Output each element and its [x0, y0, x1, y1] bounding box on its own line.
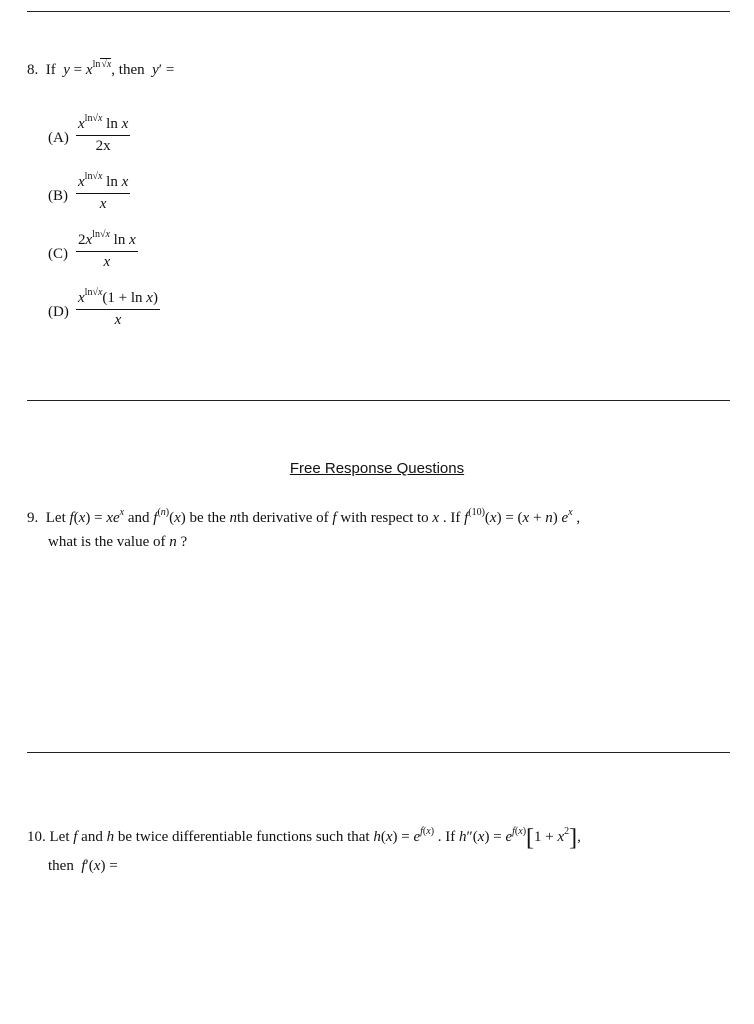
question-number: 9. — [27, 510, 39, 526]
q10-then: then — [48, 858, 74, 874]
option-b-denominator: x — [99, 196, 107, 212]
section-divider-2 — [27, 752, 730, 753]
option-a-label: (A) — [48, 130, 69, 146]
question-number: 8. — [27, 62, 39, 78]
question-10-line2: then f′(x) = — [48, 858, 118, 874]
option-b-fraction: $x^{ln√x}$ ln x x — [78, 171, 129, 212]
option-c-fraction: $2x^{ln√x}$ ln x x — [78, 229, 136, 270]
option-a-denominator: 2x — [95, 138, 111, 154]
section-divider-1 — [27, 400, 730, 401]
stem-if: If — [45, 62, 56, 78]
question-number: 10. — [27, 829, 46, 845]
question-9-line1: 9. Let $f(x) = xe^x$ and $f^{(n)}(x)$ be the nth derivative of f with respect to x . If $f^{(10)}(x) = (x + n)$ $e^x$ , — [27, 507, 581, 526]
q9-line2-text: what is the value of — [48, 534, 166, 550]
option-d-label: (D) — [48, 304, 69, 320]
stem-then: , then — [111, 62, 145, 78]
option-a-fraction: $x^{ln√x}$ ln x 2x — [78, 113, 129, 154]
question-8-stem: 8. If $y = x^{ln√x}$, then y′ = — [27, 59, 175, 78]
free-response-heading: Free Response Questions — [289, 460, 465, 477]
q10-let: Let — [49, 829, 70, 845]
top-divider — [27, 11, 730, 12]
q10-mid: be twice differentiable functions such that — [117, 829, 370, 845]
option-d-denominator: x — [114, 312, 122, 328]
question-10-line1: 10. Let f and h be twice differentiable functions such that $h(x) = e^{f(x)}$ . If $h''(x) = e^{f(x)}[1 + x^2]$, — [27, 825, 581, 851]
question-9-line2: what is the value of n ? — [48, 534, 188, 550]
option-b-label: (B) — [48, 188, 68, 204]
option-d-fraction: $x^{ln√x}(1 + \ln x)$ x — [78, 287, 158, 328]
option-c-denominator: x — [103, 254, 111, 270]
option-c-label: (C) — [48, 246, 68, 262]
